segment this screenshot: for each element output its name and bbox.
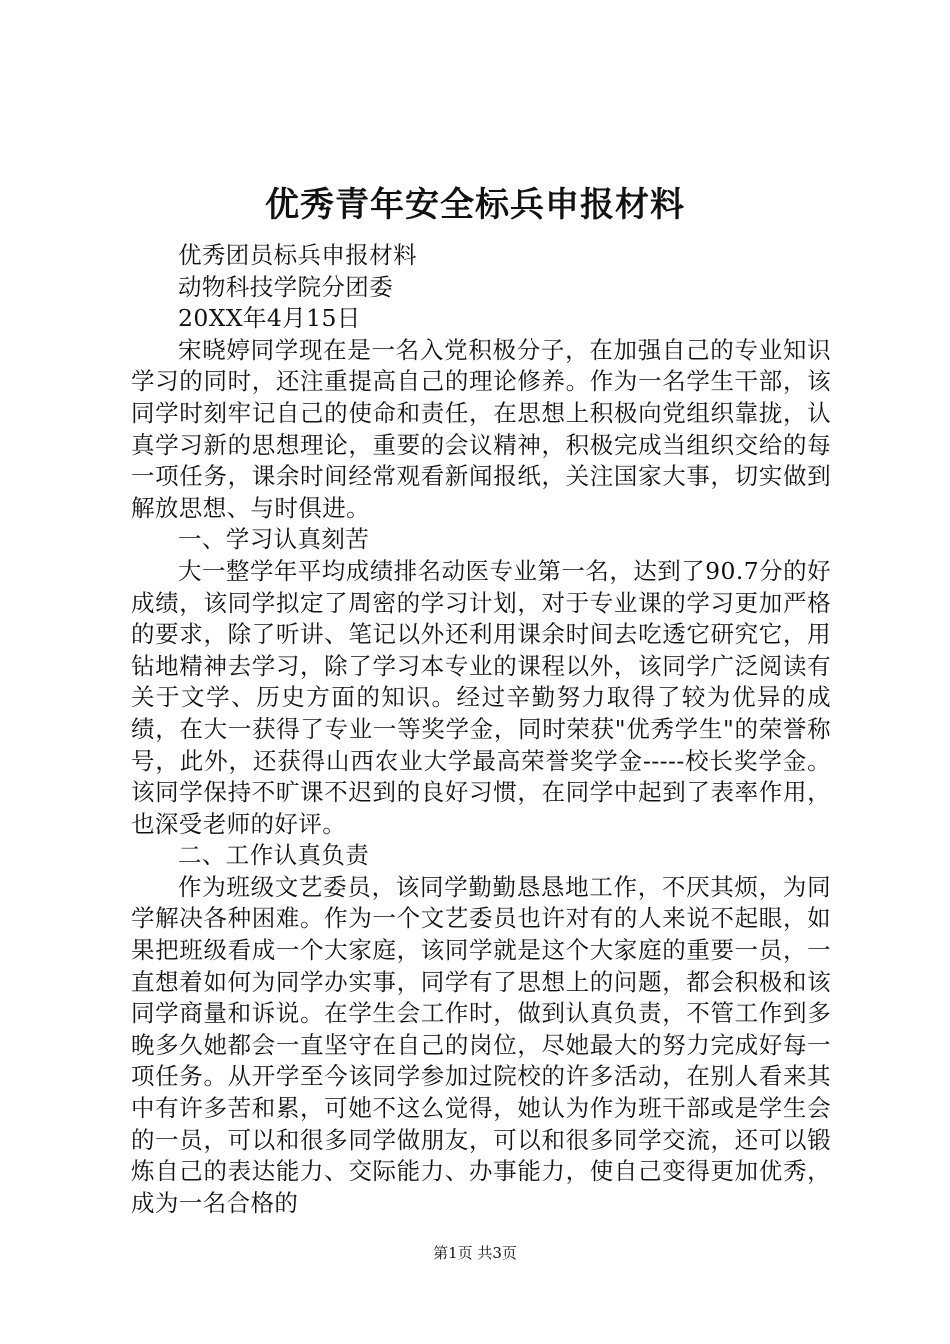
organization-line: 动物科技学院分团委 <box>178 272 394 301</box>
date-line: 20XX年4月15日 <box>178 304 361 333</box>
subtitle-line: 优秀团员标兵申报材料 <box>178 241 417 269</box>
work-paragraph: 作为班级文艺委员，该同学勤勤恳恳地工作，不厌其烦，为同学解决各种困难。作为一个文艺委员也许对有的人来说不起眼，如果把班级看成一个大家庭，该同学就是这个大家庭的重要一员，一直想着如何为同学办实事，同学有了思想上的问题，都会积极和该同学商量和诉说。在学生会工作时，做到认真负责，不管工作到多晚多久她都会一直坚守在自己的岗位，尽她最大的努力完成好每一项任务。从开学至今该同学参加过院校的许多活动，在别人看来其中有许多苦和累，可她不这么觉得，她认为作为班干部或是学生会的一员，可以和很多同学做朋友，可以和很多同学交流，还可以锻炼自己的表达能力、交际能力、办事能力，使自己变得更加优秀，成为一名合格的 <box>131 872 831 1217</box>
page-footer: 第1页 共3页 <box>433 1244 517 1262</box>
document-body <box>131 240 831 1219</box>
intro-paragraph: 宋晓婷同学现在是一名入党积极分子，在加强自己的专业知识学习的同时，还注重提高自己的理论修养。作为一名学生干部，该同学时刻牢记自己的使命和责任，在思想上积极向党组织靠拢，认真学习新的思想理论，重要的会议精神，积极完成当组织交给的每一项任务，课余时间经常观看新闻报纸，关注国家大事，切实做到解放思想、与时俱进。 <box>131 335 831 522</box>
study-paragraph: 大一整学年平均成绩排名动医专业第一名，达到了90.7分的好成绩，该同学拟定了周密的学习计划，对于专业课的学习更加严格的要求，除了听讲、笔记以外还利用课余时间去吃透它研究它，用钻地精神去学习，除了学习本专业的课程以外，该同学广泛阅读有关于文学、历史方面的知识。经过辛勤努力取得了较为优异的成绩，在大一获得了专业一等奖学金，同时荣获"优秀学生"的荣誉称号，此外，还获得山西农业大学最高荣誉奖学金-----校长奖学金。该同学保持不旷课不迟到的良好习惯，在同学中起到了表率作用，也深受老师的好评。 <box>131 556 831 838</box>
section-heading-study: 一、学习认真刻苦 <box>178 525 370 554</box>
section-heading-work: 二、工作认真负责 <box>178 841 370 870</box>
document-title: 优秀青年安全标兵申报材料 <box>265 185 685 225</box>
